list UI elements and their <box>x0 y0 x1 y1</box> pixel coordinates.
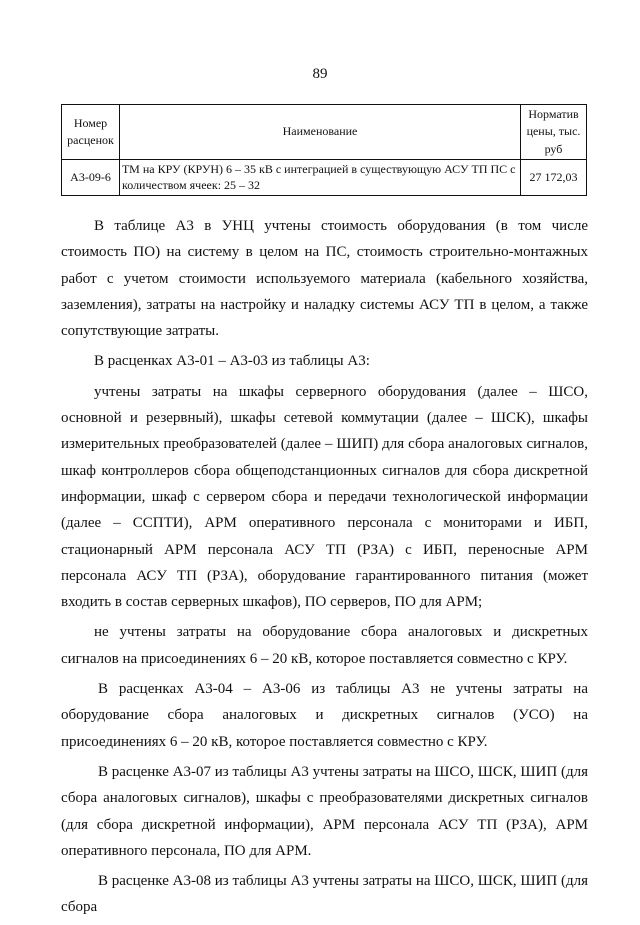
rates-table <box>61 104 587 196</box>
table-row <box>62 160 587 195</box>
row-price: 27 172,03 <box>521 160 587 195</box>
paragraph: В таблице А3 в УНЦ учтены стоимость оборудования (в том числе стоимость ПО) на систему в целом на ПС, стоимость строительно-монтажных работ с учетом стоимости используемого материала (кабельного хозяйства, заземления), затраты на настройку и наладку системы АСУ ТП в целом, а также сопутствующие затраты. <box>61 218 588 340</box>
row-code: А3-09-6 <box>62 160 120 195</box>
paragraph: В расценке А3-07 из таблицы А3 учтены затраты на ШСО, ШСК, ШИП (для сбора аналоговых сигналов), шкафы с преобразователями дискретных сигналов (для сбора дискретной информации), АРМ персонала АСУ ТП (РЗА), АРМ оперативного персонала, ПО для АРМ. <box>61 763 588 859</box>
page-number: 89 <box>312 66 328 82</box>
header-name: Наименование <box>120 105 521 160</box>
paragraph: В расценке А3-08 из таблицы А3 учтены затраты на ШСО, ШСК, ШИП (для сбора <box>61 873 588 916</box>
header-price: Норматив цены, тыс. руб <box>521 105 587 160</box>
paragraph: учтены затраты на шкафы серверного оборудования (далее – ШСО, основной и резервный), шкафы сетевой коммутации (далее – ШСК), шкафы измерительных преобразователей (далее – ШИП) для сбора аналоговых сигналов, шкаф контроллеров сбора общеподстанционных сигналов для сбора дискретной информации, шкаф с сервером сбора и передачи технологической информации (далее – ССПТИ), АРМ оперативного персонала с мониторами и ИБП, стационарный АРМ персонала АСУ ТП (РЗА) с ИБП, переносные АРМ персонала АСУ ТП (РЗА), оборудование гарантированного питания (может входить в состав серверных шкафов), ПО серверов, ПО для АРМ; <box>61 383 588 611</box>
header-code: Номер расценок <box>62 105 120 160</box>
table-header-row <box>62 105 587 160</box>
paragraph: В расценках А3-04 – А3-06 из таблицы А3 не учтены затраты на оборудование сбора аналоговых и дискретных сигналов (УСО) на присоединениях 6 – 20 кВ, которое поставляется совместно с КРУ. <box>61 681 588 750</box>
paragraph: В расценках А3-01 – А3-03 из таблицы А3: <box>94 353 370 370</box>
paragraph: не учтены затраты на оборудование сбора аналоговых и дискретных сигналов на присоединениях 6 – 20 кВ, которое поставляется совместно с КРУ. <box>61 624 588 667</box>
body-text <box>61 213 588 925</box>
row-name: ТМ на КРУ (КРУН) 6 – 35 кВ с интеграцией в существующую АСУ ТП ПС с количеством ячеек: 25 – 32 <box>120 160 521 195</box>
